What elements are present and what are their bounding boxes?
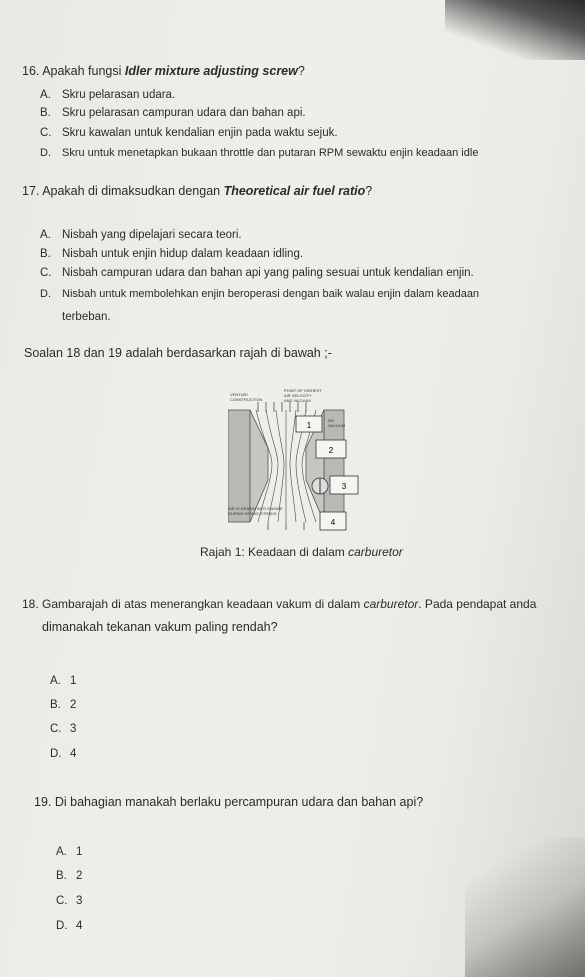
option-16-b — [40, 107, 306, 119]
option-text: Nisbah campuran udara dan bahan api yang paling sesuai untuk kendalian enjin. — [62, 267, 474, 279]
diagram-intro: Soalan 18 dan 19 adalah berdasarkan rajah di bawah ;- — [24, 346, 332, 360]
question-emphasis: Idler mixture adjusting screw — [124, 64, 298, 78]
option-text: 1 — [70, 675, 77, 687]
option-text: Nisbah yang dipelajari secara teori. — [62, 229, 242, 241]
option-19-b — [56, 870, 82, 882]
question-number: 19. — [34, 795, 52, 809]
question-17 — [22, 184, 372, 198]
option-label: A. — [40, 89, 51, 101]
air-drawn-label-2: DURING INTAKE STROKE — [228, 511, 277, 516]
option-label: B. — [40, 107, 51, 119]
option-text: 2 — [70, 699, 77, 711]
option-text: Skru untuk menetapkan bukaan throttle dan putaran RPM sewaktu enjin keadaan idle — [62, 147, 479, 159]
option-label: C. — [40, 267, 52, 279]
option-label: B. — [56, 870, 67, 882]
question-18 — [22, 597, 536, 611]
option-17-d — [40, 288, 479, 300]
question-19 — [34, 795, 423, 809]
option-19-a — [56, 846, 82, 858]
point-label-2: AIR VELOCITY — [284, 393, 312, 398]
option-19-d — [56, 920, 82, 932]
photo-shadow-bottom — [465, 837, 585, 977]
box-2-label: 2 — [328, 446, 334, 455]
venturi-label-2: CONSTRUCTION — [230, 397, 263, 402]
option-text: 3 — [70, 723, 77, 735]
point-label-3: AND VACUUM — [284, 398, 311, 403]
option-18-b — [50, 699, 76, 711]
option-text: Nisbah untuk membolehkan enjin beroperasi dengan baik walau enjin dalam keadaan — [62, 288, 480, 300]
question-text-after: . Pada pendapat anda — [418, 597, 537, 611]
question-text-before: Apakah di dimaksudkan dengan — [42, 184, 224, 198]
option-label: D. — [56, 920, 68, 932]
option-label: A. — [50, 675, 61, 687]
question-number: 18. — [22, 597, 39, 611]
outlet-arrows — [268, 522, 304, 530]
question-number: 16. — [22, 64, 40, 78]
photo-shadow-top — [445, 0, 585, 60]
question-text-after: ? — [297, 64, 305, 78]
option-label: D. — [40, 288, 51, 300]
option-text: Skru pelarasan campuran udara dan bahan api. — [62, 107, 306, 119]
option-label: B. — [40, 248, 51, 260]
option-18-c — [50, 723, 76, 735]
option-text: 3 — [76, 895, 83, 907]
option-16-d — [40, 147, 478, 159]
option-label: A. — [56, 846, 67, 858]
question-emphasis: Theoretical air fuel ratio — [223, 184, 366, 198]
question-text-before: Gambarajah di atas menerangkan keadaan vakum di dalam — [42, 597, 364, 611]
option-16-c — [40, 127, 338, 139]
option-text: 2 — [76, 870, 83, 882]
figure-caption — [200, 545, 403, 559]
option-16-a — [40, 89, 175, 101]
question-text-before: Apakah fungsi — [42, 64, 125, 78]
air-drawn-label-1: AIR IS DRAWN INTO ENGINE — [228, 506, 283, 511]
caption-emphasis: carburetor — [348, 545, 403, 559]
option-label: C. — [50, 723, 62, 735]
box-3-label: 3 — [341, 482, 347, 491]
option-label: B. — [50, 699, 61, 711]
question-text-after: ? — [365, 184, 373, 198]
option-label: C. — [40, 127, 52, 139]
option-text: 4 — [70, 748, 77, 760]
question-text: Di bahagian manakah berlaku percampuran udara dan bahan api? — [54, 795, 424, 809]
question-number: 17. — [22, 184, 40, 198]
box-1-label: 1 — [306, 421, 312, 430]
option-18-a — [50, 675, 76, 687]
option-text: Skru kawalan untuk kendalian enjin pada waktu sejuk. — [62, 127, 338, 139]
point-label-1: POINT OF HIGHEST — [284, 388, 322, 393]
box-4-label: 4 — [330, 518, 336, 527]
option-18-d — [50, 748, 76, 760]
option-17-d-continuation: terbeban. — [62, 311, 111, 323]
option-17-a — [40, 229, 242, 241]
option-text: 1 — [76, 846, 83, 858]
venturi-label-1: VENTURI — [230, 392, 248, 397]
no-vacuum-label-1: NO — [328, 418, 334, 423]
option-text: Nisbah untuk enjin hidup dalam keadaan idling. — [62, 248, 304, 260]
inlet-arrows — [258, 402, 306, 412]
carburetor-diagram — [228, 388, 388, 536]
question-16 — [22, 64, 305, 78]
option-text: 4 — [76, 920, 83, 932]
option-label: D. — [50, 748, 62, 760]
option-17-b — [40, 248, 303, 260]
option-label: C. — [56, 895, 68, 907]
option-text: Skru pelarasan udara. — [62, 89, 176, 101]
option-19-c — [56, 895, 82, 907]
question-18-line-2: dimanakah tekanan vakum paling rendah? — [42, 620, 278, 634]
option-17-c — [40, 267, 474, 279]
caption-prefix: Rajah 1: Keadaan di dalam — [200, 545, 349, 559]
option-label: A. — [40, 229, 51, 241]
no-vacuum-label-2: VACUUM — [328, 423, 346, 428]
question-emphasis: carburetor — [363, 597, 419, 611]
option-label: D. — [40, 147, 51, 159]
